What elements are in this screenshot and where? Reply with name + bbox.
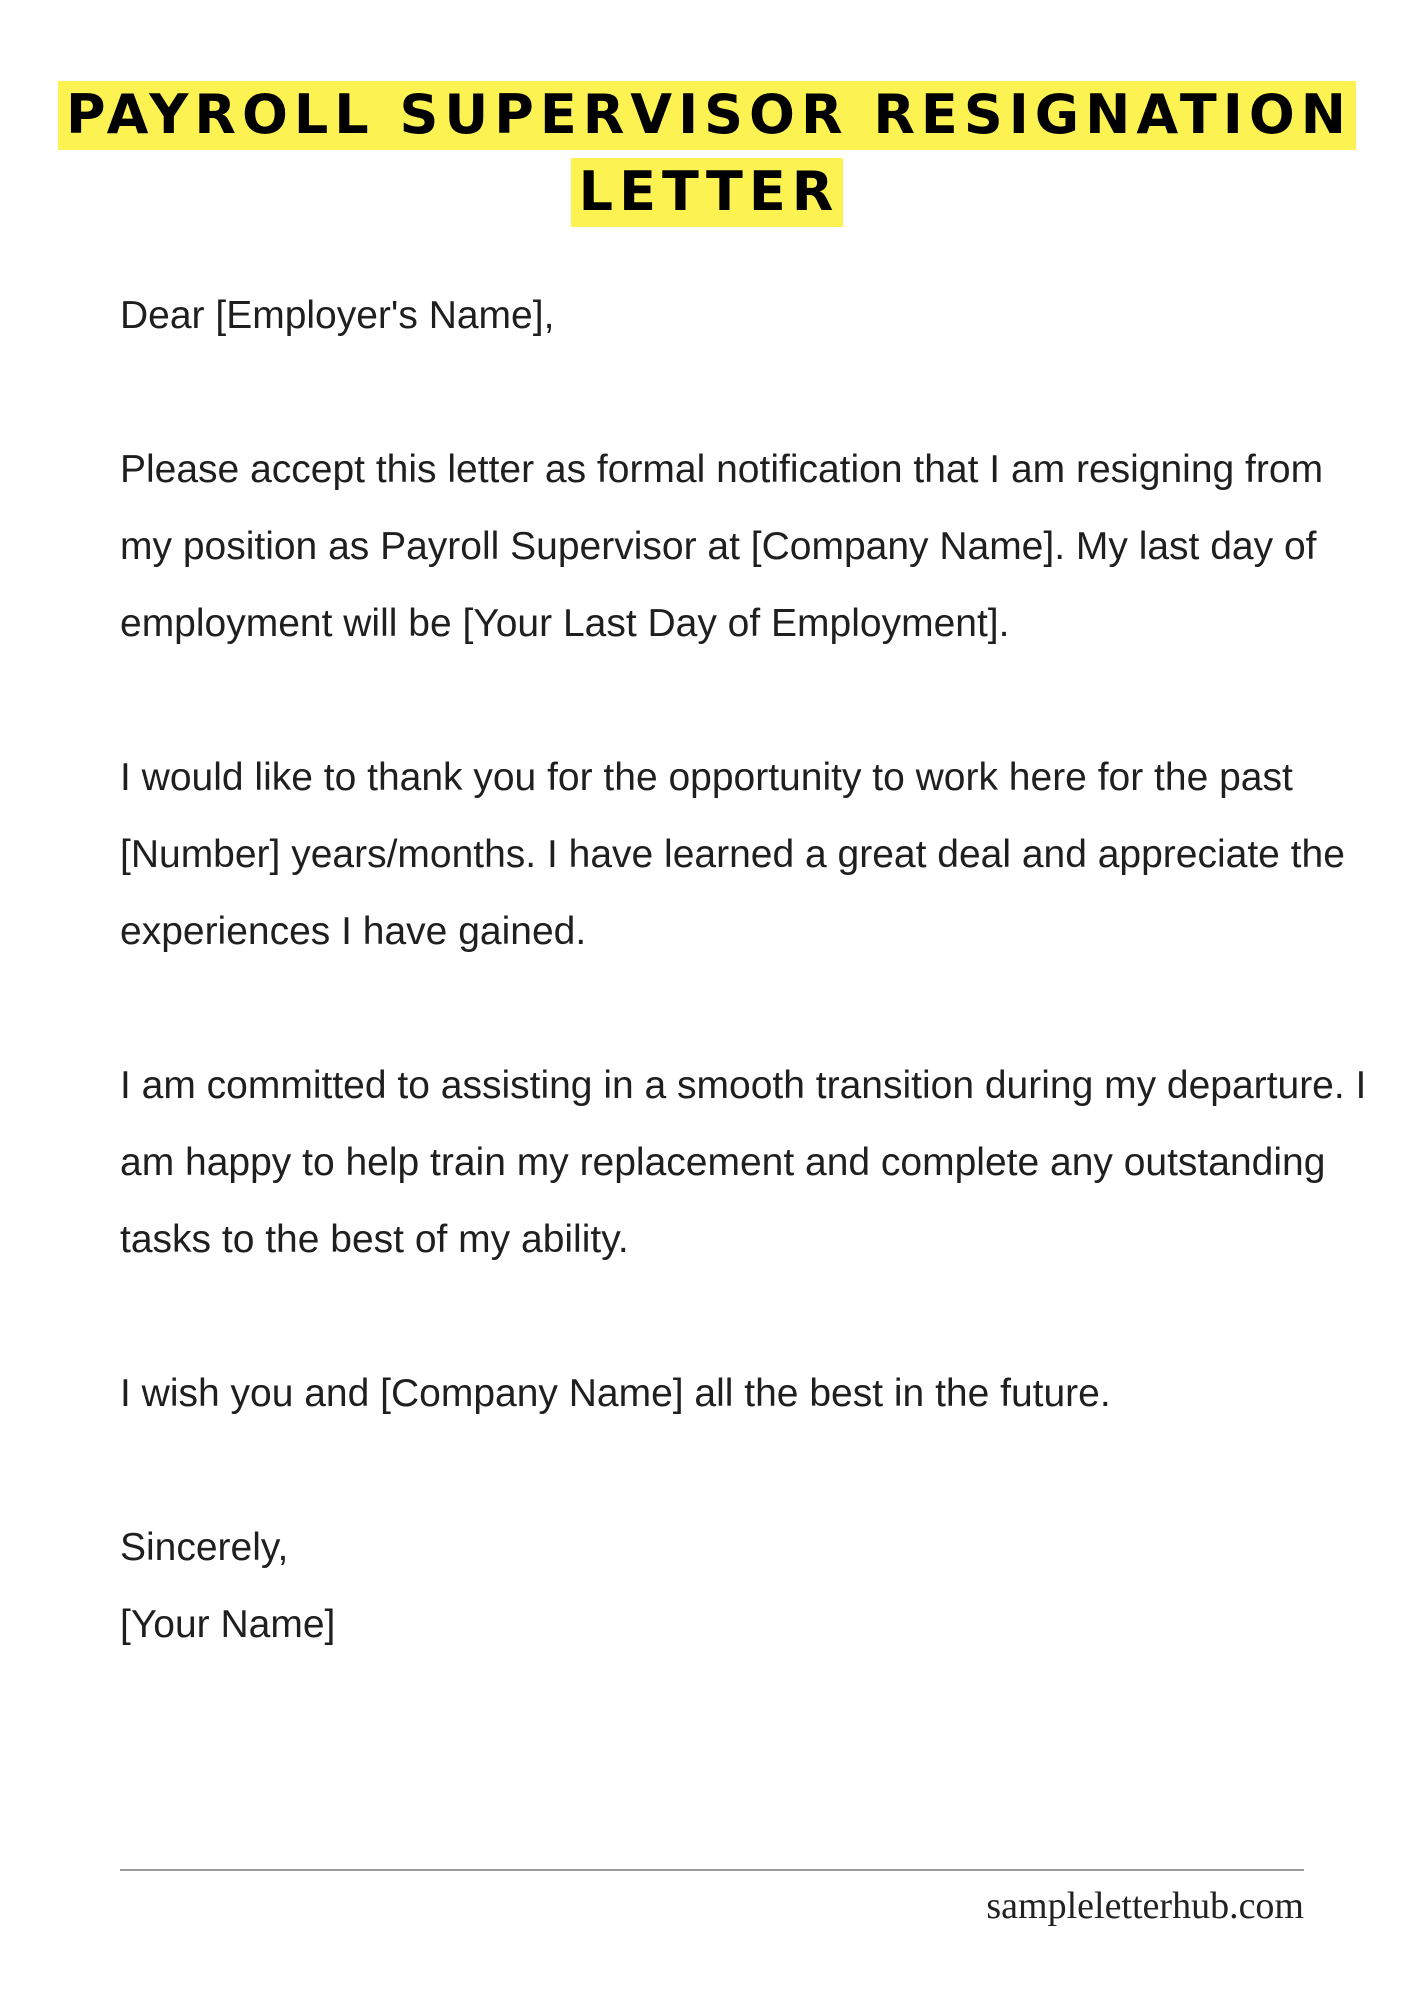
paragraph-3: I am committed to assisting in a smooth transition during my departure. I am happy to help train my replacement and complete any outstanding tasks to the best of my ability. <box>120 1064 1367 1261</box>
closing: Sincerely, <box>120 1526 289 1569</box>
footer-divider <box>120 1869 1304 1871</box>
paragraph-1: Please accept this letter as formal notification that I am resigning from my position as Payroll Supervisor at [Company Name]. My last day of employment will be [Your Last Day of Employment]. <box>120 448 1324 645</box>
salutation: Dear [Employer's Name], <box>120 294 555 337</box>
paragraph-4: I wish you and [Company Name] all the best in the future. <box>120 1372 1111 1415</box>
footer-site: sampleletterhub.com <box>986 1885 1304 1927</box>
title-line-1: PAYROLL SUPERVISOR RESIGNATION <box>58 81 1356 150</box>
title-line-2: LETTER <box>571 158 844 227</box>
paragraph-2: I would like to thank you for the opportunity to work here for the past [Number] years/months. I have learned a great deal and appreciate the experiences I have gained. <box>120 756 1345 953</box>
page-title <box>0 76 1414 230</box>
signature: [Your Name] <box>120 1603 336 1646</box>
title-block <box>0 76 1414 230</box>
letter-body <box>120 277 1370 1663</box>
